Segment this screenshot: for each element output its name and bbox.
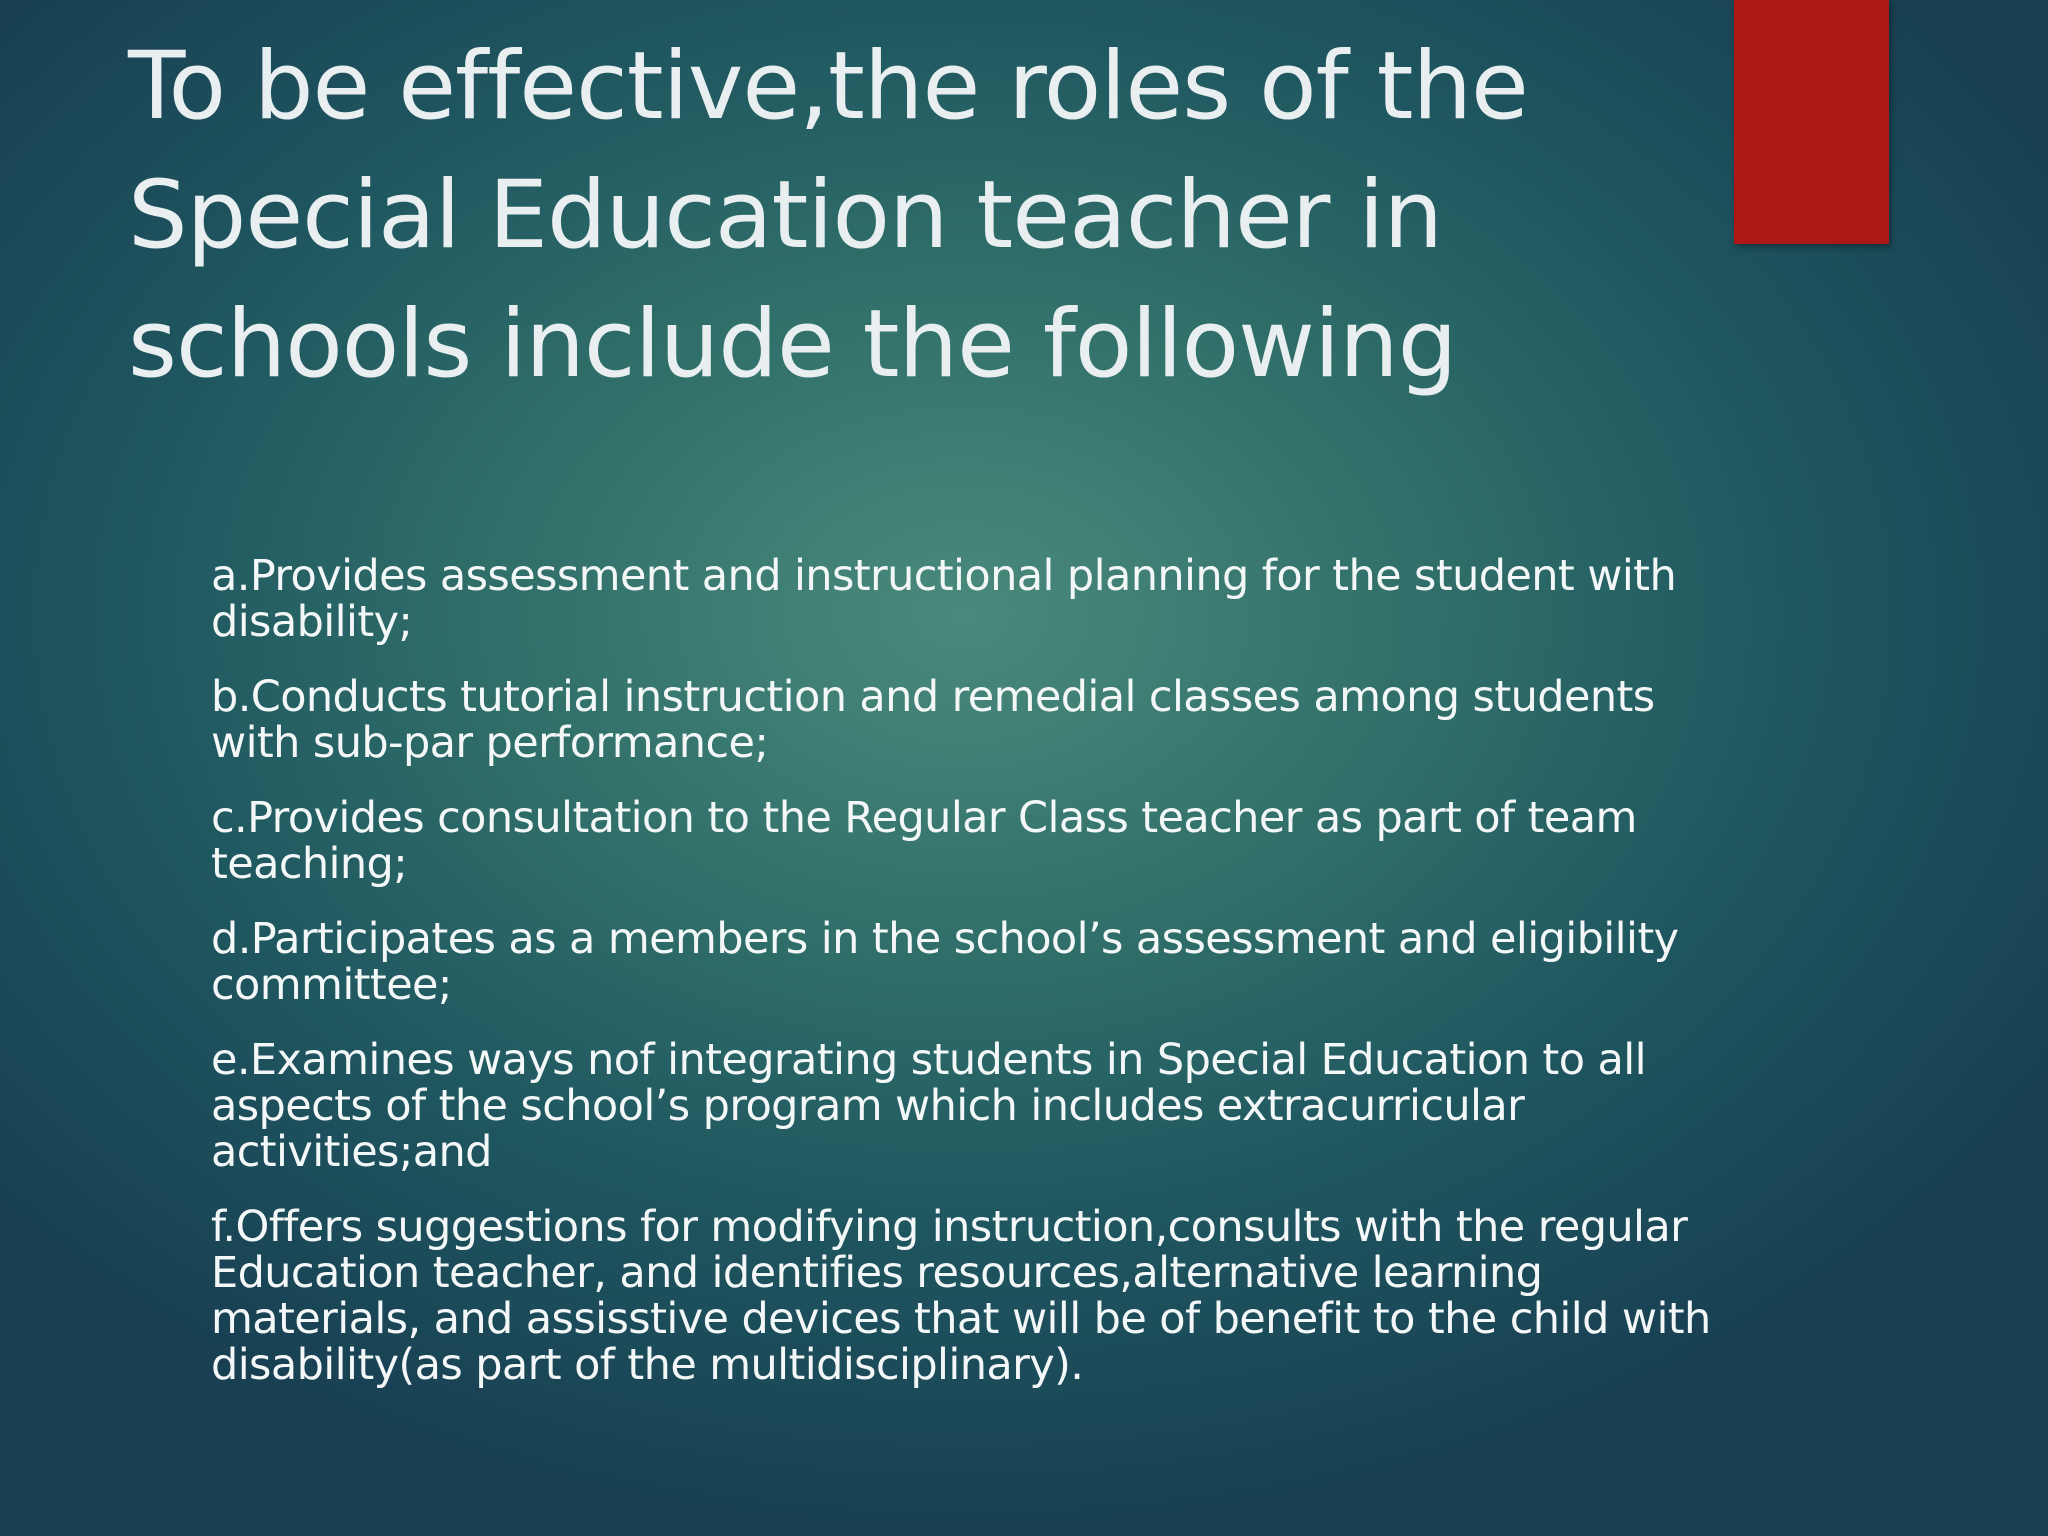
list-item: f.Offers suggestions for modifying instruction,consults with the regular Education teacher, and identifies resources,alternative learning materials, and assisstive devices that will be of benefit to the child with disability(as part of the multidisciplinary). bbox=[211, 1202, 1711, 1390]
accent-bar bbox=[1734, 0, 1889, 244]
roles-list bbox=[211, 553, 1711, 1417]
list-item: b.Conducts tutorial instruction and remedial classes among students with sub-par performance; bbox=[211, 672, 1655, 768]
list-item: e.Examines ways nof integrating students in Special Education to all aspects of the school’s program which includes extracurricular activities;and bbox=[211, 1035, 1646, 1177]
list-item: a.Provides assessment and instructional planning for the student with disability; bbox=[211, 551, 1677, 647]
list-item: c.Provides consultation to the Regular Class teacher as part of team teaching; bbox=[211, 793, 1637, 889]
slide-title: To be effective,the roles of the Special Education teacher in schools include the following bbox=[128, 32, 1528, 399]
list-item: d.Participates as a members in the school’s assessment and eligibility committee; bbox=[211, 914, 1679, 1010]
